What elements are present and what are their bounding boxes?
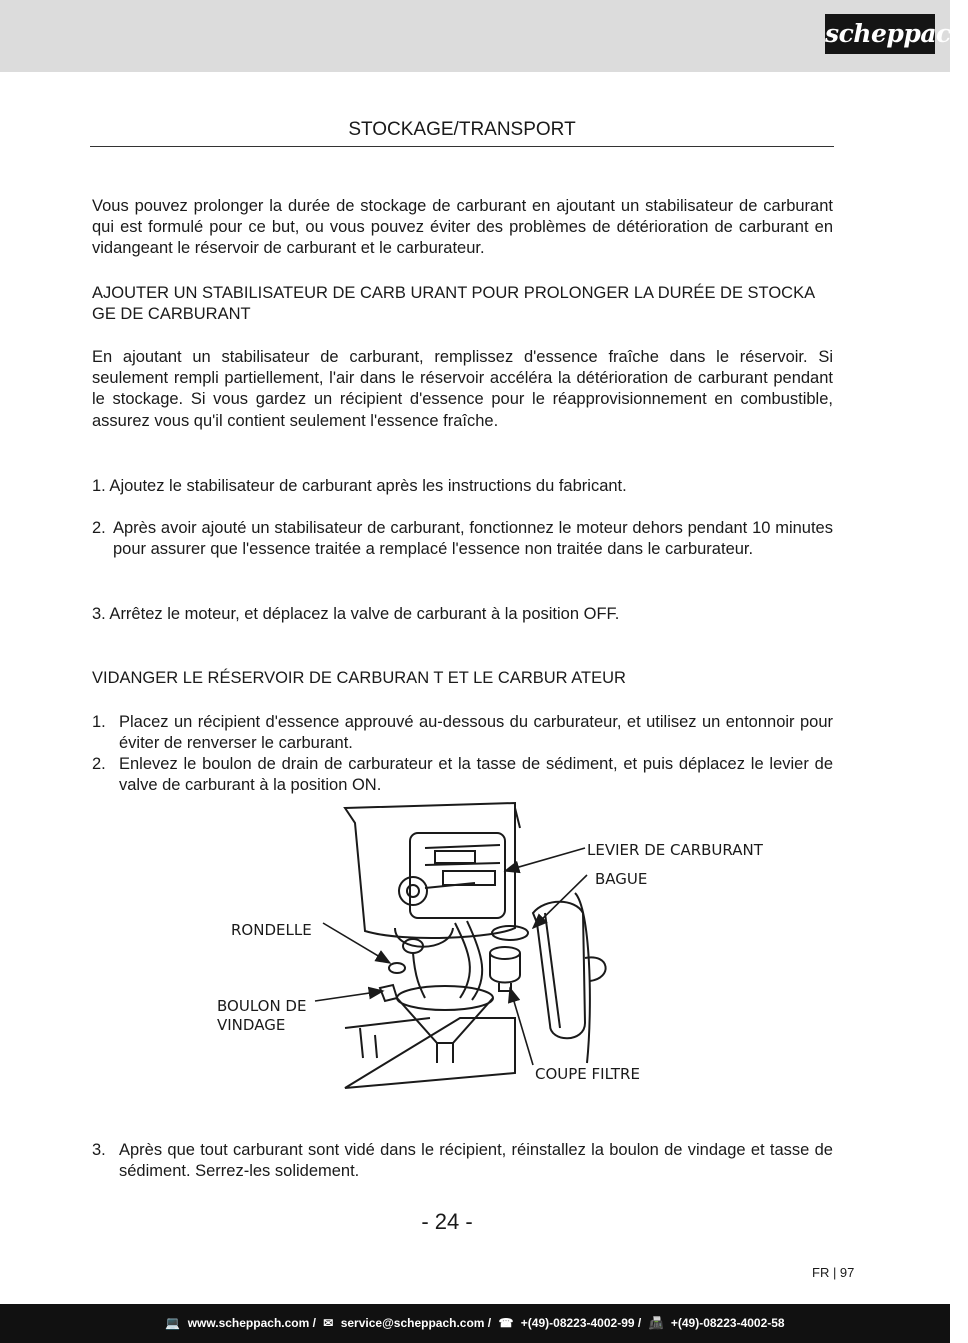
section1-heading: AJOUTER UN STABILISATEUR DE CARB URANT POUR PROLONGER LA DURÉE DE STOCKA GE DE CARBURANT — [92, 284, 815, 324]
label-boulon-line2: VINDAGE — [217, 1016, 286, 1034]
footer-fax: +(49)-08223-4002-58 — [670, 1316, 785, 1330]
label-rondelle: RONDELLE — [231, 921, 312, 939]
label-coupe: COUPE FILTRE — [535, 1065, 640, 1083]
intro-paragraph: Vous pouvez prolonger la durée de stockage de carburant en ajoutant un stabilisateur de carburant qui est formulé pour ce but, ou vous pouvez éviter des problèmes de détérioration de carburant en vidangeant le réservoir de carburant et le carburateur. — [92, 197, 833, 258]
step-text: Après avoir ajouté un stabilisateur de carburant, fonctionnez le moteur dehors pendant 10 minutes pour assurer que l'essence traitée a remplacé l'essence non traitée dans le carburateur. — [113, 519, 833, 559]
section2-heading: VIDANGER LE RÉSERVOIR DE CARBURAN T ET LE CARBUR ATEUR — [92, 669, 626, 687]
footer-email[interactable]: service@scheppach.com / — [340, 1316, 492, 1330]
step-text: Placez un récipient d'essence approuvé au-dessous du carburateur, et utilisez un entonnoir pour éviter de renverser le carburant. — [119, 713, 833, 753]
fax-icon: 📠 — [648, 1316, 664, 1330]
page-number: - 24 - — [421, 1209, 473, 1234]
footer-phone: +(49)-08223-4002-99 / — [520, 1316, 642, 1330]
section1-step1: 1. Ajoutez le stabilisateur de carburant après les instructions du fabricant. — [92, 477, 627, 495]
section1-step2 — [92, 518, 833, 560]
language-page-indicator: FR | 97 — [812, 1265, 855, 1280]
footer-bar — [0, 1304, 950, 1343]
section-title: STOCKAGE/TRANSPORT — [348, 119, 576, 140]
computer-icon: 💻 — [165, 1316, 181, 1330]
step-number: 2. — [92, 519, 106, 537]
step-number: 3. — [92, 1141, 106, 1159]
step-number: 2. — [92, 755, 106, 773]
step-number: 1. — [92, 713, 106, 731]
header-bar — [0, 0, 968, 72]
section2-step3 — [92, 1140, 833, 1182]
section2-step1 — [92, 712, 833, 754]
title-divider — [90, 146, 834, 147]
footer-website[interactable]: www.scheppach.com / — [187, 1316, 316, 1330]
step-text: Enlevez le boulon de drain de carburateur et la tasse de sédiment, et puis déplacez le levier de valve de carburant à la position ON. — [119, 755, 833, 795]
phone-icon: ☎ — [498, 1316, 514, 1330]
section2-step2 — [92, 754, 833, 796]
engine-drawing — [345, 803, 606, 1088]
label-levier: LEVIER DE CARBURANT — [587, 841, 763, 859]
brand-logo: scheppach — [825, 14, 935, 54]
label-boulon-line1: BOULON DE — [217, 997, 307, 1015]
step-text: Après que tout carburant sont vidé dans le récipient, réinstallez la boulon de vindage et tasse de sédiment. Serrez-les solidement. — [119, 1141, 833, 1181]
leader-arrows — [315, 848, 587, 1065]
section1-paragraph: En ajoutant un stabilisateur de carburant, remplissez d'essence fraîche dans le réservoir. Si seulement rempli partiellement, l'air dans le réservoir accéléra la détérioration de carburant pendant le stockage. Si vous gardez un récipient d'essence pour le réapprovisionnement en combustible, assurez vous qu'il contient seulement l'essence fraîche. — [92, 348, 833, 430]
label-bague: BAGUE — [595, 870, 648, 888]
carburetor-drain-diagram — [215, 803, 785, 1093]
section1-step3: 3. Arrêtez le moteur, et déplacez la valve de carburant à la position OFF. — [92, 605, 620, 623]
email-icon: ✉ — [323, 1316, 334, 1330]
